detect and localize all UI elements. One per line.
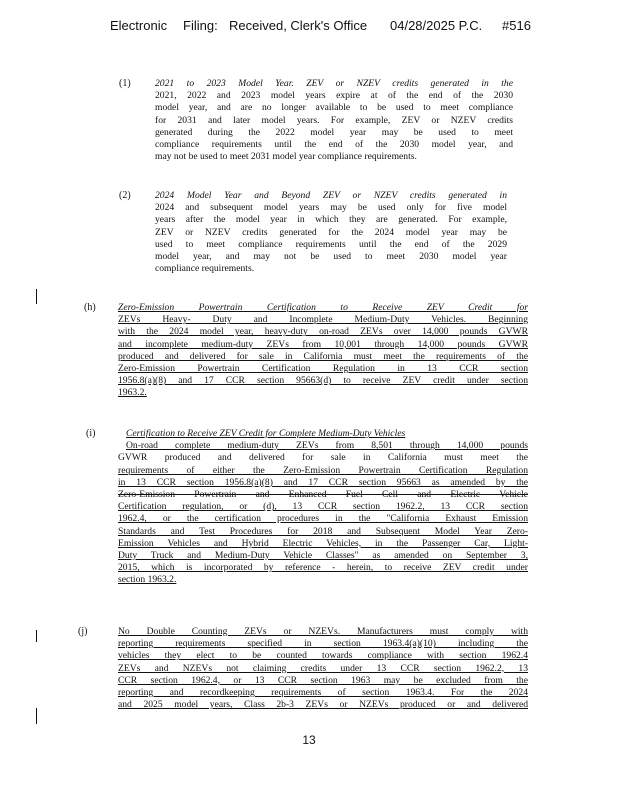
i-line: Certification regulation, or (d), 13 CCR section 1962.2, 13 CCR section [118,501,528,513]
sec1-paragraph [155,78,513,163]
j-line: reporting requirements specified in section 1963.4(a)(10) including the [118,638,528,650]
header-filing: Filing: [183,18,218,33]
i-line: Certification to Receive ZEV Credit for Complete Medium-Duty Vehicles [126,428,406,439]
j-line: reporting and recordkeeping requirements of section 1963.4. For the 2024 [118,687,528,699]
j-line: CCR section 1962.4, or 13 CCR section 1963 may be excluded from the [118,674,528,686]
sec1-line: for 2031 and later model years. For example, ZEV or NZEV credits [155,114,513,126]
sec1-line: may not be used to meet 2031 model year compliance requirements. [155,151,417,163]
sec1-line: generated during the 2022 model year may be used to meet [155,126,513,138]
i-line: in 13 CCR section 1956.8(a)(8) and 17 CCR section 95663 as amended by the [118,476,528,488]
h-line: produced and delivered for sale in California must meet the requirements of the [118,350,528,362]
i-line: Duty Truck and Medium-Duty Vehicle Classes" as amended on September 3, [118,550,528,562]
h-line: with the 2024 model year, heavy-duty on-road ZEVs over 14,000 pounds GVWR [118,326,528,338]
h-line: and incomplete medium-duty ZEVs from 10,001 through 14,000 pounds GVWR [118,338,528,350]
j-line: ZEVs and NZEVs not claiming credits under 13 CCR section 1962.2, 13 [118,662,528,674]
j-number: (j) [78,626,88,637]
j-line: No Double Counting ZEVs or NZEVs. Manufacturers must comply with [118,626,528,637]
h-line: 1956.8(a)(8) and 17 CCR section 95663(d) to receive ZEV credit under section [118,375,528,387]
header-electronic: Electronic [110,18,168,33]
i-line: 1962.4, or the certification procedures in the "California Exhaust Emission [118,513,528,525]
i-line: Zero-Emission Powertrain and Enhanced Fuel Cell and Electric Vehicle [118,489,528,501]
sec1-number: (1) [119,78,131,89]
h-line: Zero-Emission Powertrain Certification Regulation in 13 CCR section [118,363,528,375]
i-line: Standards and Test Procedures for 2018 and Subsequent Model Year Zero- [118,525,528,537]
sec2-number: (2) [119,190,131,201]
sec2-line: used to meet compliance requirements until the end of the 2029 [155,238,507,250]
sec2-line: compliance requirements. [155,263,255,275]
h-paragraph [118,302,528,400]
i-number: (i) [86,428,96,439]
j-line: and 2025 model years, Class 2b-3 ZEVs or NZEVs produced or and delivered [118,699,528,711]
i-line: 2015, which is incorporated by reference - herein, to receive ZEV credit under [118,562,528,574]
header-date: 04/28/2025 P.C. [390,18,483,33]
i-line: Emission Vehicles and Hybrid Electric Vehicles, in the Passenger Car, Light- [118,537,528,549]
sec1-line: model year, and are no longer available to be used to meet compliance [155,102,513,114]
h-line: 1963.2. [118,387,147,399]
h-line: ZEVs Heavy- Duty and Incomplete Medium-Duty Vehicles. Beginning [118,314,528,326]
h-line: Zero-Emission Powertrain Certification to Receive ZEV Credit for [118,302,528,313]
h-number: (h) [84,302,96,313]
sec1-line: compliance requirements until the end of the 2030 model year, and [155,139,513,151]
header-number: #516 [502,18,531,33]
sec2-paragraph [155,190,507,275]
i-line: requirements of either the Zero-Emission Powertrain Certification Regulation [118,464,528,476]
j-line: vehicles they elect to be counted towards compliance with section 1962.4 [118,650,528,662]
j-paragraph [118,626,528,711]
i-paragraph [118,428,528,587]
revision-bar [36,289,37,304]
revision-bar [36,708,37,724]
sec2-line: ZEV or NZEV credits generated for the 2024 model year may be [155,226,507,238]
i-line: On-road complete medium-duty ZEVs from 8,501 through 14,000 pounds [126,440,528,452]
sec2-line: years after the model year in which they are generated. For example, [155,214,507,226]
i-line: section 1963.2. [118,574,177,586]
i-line: GVWR produced and delivered for sale in California must meet the [118,452,528,464]
page-number: 13 [302,733,316,747]
sec2-line: model year, and may not be used to meet 2030 model year [155,251,507,263]
sec1-line: 2021 to 2023 Model Year. ZEV or NZEV credits generated in the [155,78,513,89]
sec2-line: 2024 and subsequent model years may be used only for five model [155,202,507,214]
filing-header [0,18,618,38]
revision-bar [36,630,37,642]
sec2-line: 2024 Model Year and Beyond ZEV or NZEV credits generated in [155,190,507,201]
header-received: Received, Clerk's Office [229,18,368,33]
sec1-line: 2021, 2022 and 2023 model years expire at of the end of the 2030 [155,90,513,102]
